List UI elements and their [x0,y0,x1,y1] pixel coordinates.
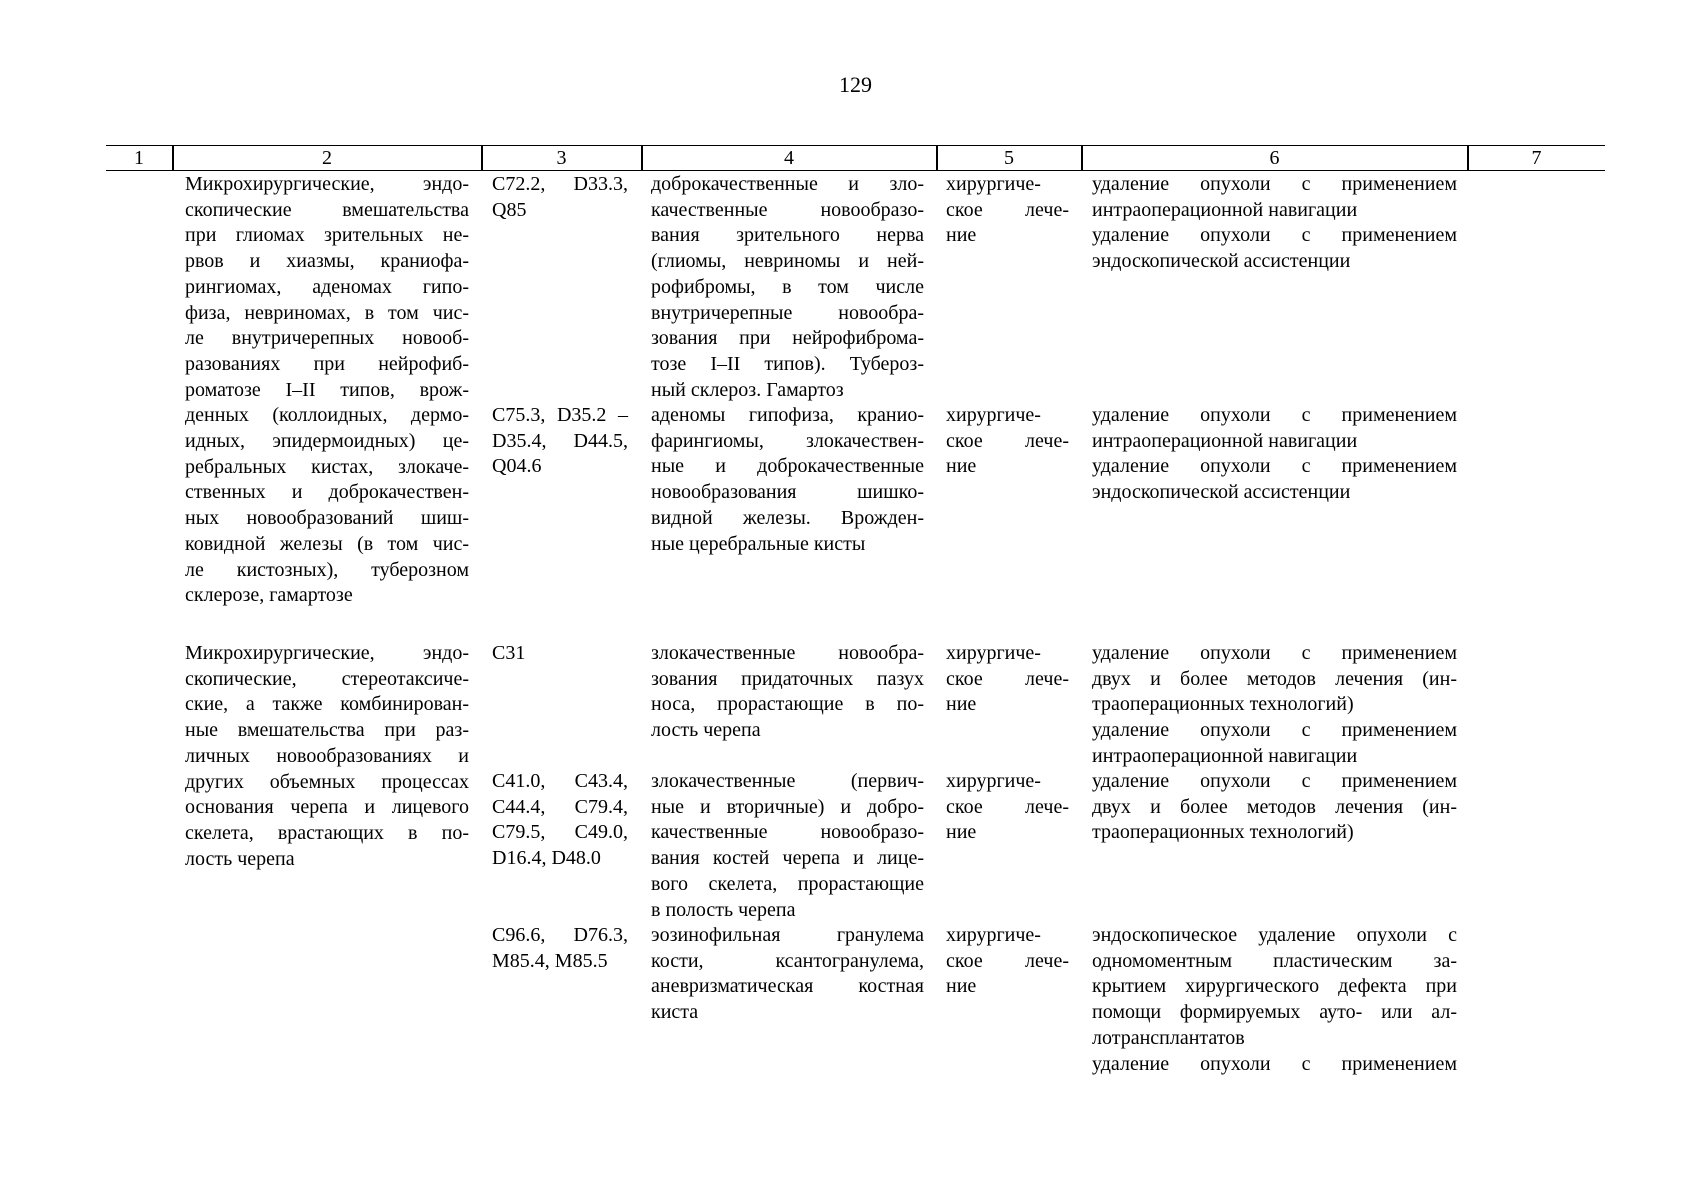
treatment-type [946,403,1069,480]
text-line: эозинофильная гранулема [651,924,924,946]
text-line: ные и доброкачественные [651,455,924,478]
text-line: Q85 [492,198,527,221]
text-line: зования придаточных пазух [651,667,924,690]
icd-codes [492,641,628,667]
text-line: лотрансплантатов [1092,1026,1245,1049]
text-line: хирургиче- [946,642,1041,664]
text-line: ный склероз. Гамартоз [651,378,844,401]
text-line: ле внутричерепных новооб- [185,327,469,350]
text-line: физа, невриномах, в том чис- [185,301,469,324]
text-line: крытием хирургического дефекта при [1092,975,1457,998]
text-line: разованиях при нейрофиб- [185,352,469,375]
icd-codes [492,769,628,872]
text-line: основания черепа и лицевого [185,796,469,819]
text-line: одномоментным пластическим за- [1092,949,1457,972]
patient-model [651,403,924,557]
text-line: ных новообразований шиш- [185,507,469,530]
icd-codes [492,403,628,480]
text-line: ние [946,975,977,998]
text-line: вания костей черепа и лице- [651,847,924,870]
text-line: интраоперационной навигации [1092,198,1358,221]
text-line: злокачественные новообра- [651,642,924,664]
text-line: ские, а также комбинирован- [185,693,469,716]
text-line: C79.5, C49.0, [492,821,628,844]
text-line: ные вмешательства при раз- [185,719,469,742]
text-line: ребральных кистах, злокаче- [185,455,469,478]
text-line: внутричерепные новообра- [651,301,924,324]
text-line: C31 [492,642,526,664]
text-line: кости, ксантогранулема, [651,949,924,972]
text-line: лость черепа [185,847,295,870]
text-line: ское лече- [946,795,1069,818]
text-line: фарингиомы, злокачествен- [651,429,924,452]
header-col-7: 7 [1531,147,1542,169]
text-line: двух и более методов лечения (ин- [1092,667,1457,690]
text-line: личных новообразованиях и [185,744,469,767]
text-line: эндоскопической ассистенции [1092,481,1351,504]
text-line: ственных и доброкачествен- [185,481,469,504]
treatment-method [1092,641,1457,770]
text-line: ные и вторичные) и добро- [651,795,924,818]
text-line: ние [946,693,977,716]
treatment-type [946,172,1069,249]
text-line: рингиомах, аденомах гипо- [185,275,469,298]
text-line: C96.6, D76.3, [492,924,628,946]
text-line: удаление опухоли с применением [1092,1052,1457,1075]
header-col-4: 4 [784,147,794,169]
patient-model [651,641,924,744]
text-line: других объемных процессах [185,770,469,793]
treatment-method [1092,172,1457,275]
text-line: удаление опухоли с применением [1092,404,1457,426]
text-line: ние [946,455,977,478]
patient-model [651,172,924,403]
text-line: видной железы. Врожден- [651,506,924,529]
text-line: денных (коллоидных, дермо- [185,404,469,427]
text-line: новообразования шишко- [651,481,924,504]
text-line: удаление опухоли с применением [1092,642,1457,664]
text-line: ское лече- [946,949,1069,972]
text-line: интраоперационной навигации [1092,429,1358,452]
header-col-5: 5 [1004,147,1014,169]
text-line: траоперационных технологий) [1092,821,1354,844]
text-line: злокачественные (первич- [651,770,924,792]
text-line: качественные новообразо- [651,198,924,221]
text-line: C41.0, C43.4, [492,770,628,792]
text-line: удаление опухоли с применением [1092,173,1457,195]
intervention-name-1 [185,172,469,609]
text-line: интраоперационной навигации [1092,744,1358,767]
text-line: M85.4, M85.5 [492,949,608,972]
treatment-method [1092,923,1457,1077]
text-line: хирургиче- [946,924,1041,946]
patient-model [651,923,924,1026]
text-line: в полость черепа [651,898,796,921]
text-line: ные церебральные кисты [651,532,866,555]
text-line: качественные новообразо- [651,821,924,844]
text-line: хирургиче- [946,173,1041,195]
text-line: удаление опухоли с применением [1092,224,1457,247]
text-line: Микрохирургические, эндо- [185,642,469,664]
text-line: Микрохирургические, эндо- [185,173,469,195]
text-line: ское лече- [946,429,1069,452]
table-header [106,145,1605,171]
header-col-6: 6 [1269,147,1280,169]
text-line: ние [946,821,977,844]
text-line: хирургиче- [946,404,1041,426]
treatment-type [946,769,1069,846]
text-line: киста [651,1001,699,1024]
text-line: идных, эпидермоидных) це- [185,430,469,453]
text-line: вого скелета, прорастающие [651,872,924,895]
text-line: скелета, врастающих в по- [185,821,469,844]
header-col-2: 2 [322,147,332,169]
text-line: D16.4, D48.0 [492,847,601,870]
text-line: удаление опухоли с применением [1092,770,1457,792]
patient-model [651,769,924,923]
intervention-name-2 [185,641,469,872]
text-line: помощи формируемых ауто- или ал- [1092,1001,1457,1024]
header-col-1: 1 [134,147,144,169]
text-line: рвов и хиазмы, краниофа- [185,250,469,273]
text-line: (глиомы, невриномы и ней- [651,250,924,273]
text-line: C44.4, C79.4, [492,795,628,818]
text-line: ковидной железы (в том чис- [185,532,469,555]
text-line: эндоскопическое удаление опухоли с [1092,924,1457,946]
text-line: зования при нейрофиброма- [651,327,924,350]
text-line: рофибромы, в том числе [651,275,924,298]
header-col-3: 3 [556,147,567,169]
treatment-type [946,641,1069,718]
text-line: при глиомах зрительных не- [185,224,469,247]
icd-codes [492,923,628,974]
treatment-method [1092,403,1457,506]
treatment-type [946,923,1069,1000]
page-number: 129 [839,72,872,97]
text-line: лость черепа [651,719,761,742]
text-line: аневризматическая костная [651,975,924,998]
text-line: тозе I–II типов). Тубероз- [651,352,924,375]
text-line: скопические, стереотаксиче- [185,667,469,690]
text-line: D35.4, D44.5, [492,429,628,452]
text-line: ское лече- [946,667,1069,690]
treatment-method [1092,769,1457,846]
text-line: ское лече- [946,198,1069,221]
text-line: ле кистозных), туберозном [185,558,469,581]
text-line: двух и более методов лечения (ин- [1092,795,1457,818]
text-line: вания зрительного нерва [651,224,924,247]
text-line: удаление опухоли с применением [1092,719,1457,742]
text-line: удаление опухоли с применением [1092,455,1457,478]
text-line: C72.2, D33.3, [492,173,628,195]
text-line: роматозе I–II типов, врож- [185,378,469,401]
text-line: траоперационных технологий) [1092,693,1354,716]
text-line: аденомы гипофиза, кранио- [651,404,924,426]
icd-codes [492,172,628,223]
text-line: доброкачественные и зло- [651,173,924,195]
text-line: эндоскопической ассистенции [1092,250,1351,273]
text-line: носа, прорастающие в по- [651,693,924,716]
text-line: скопические вмешательства [185,198,469,221]
text-line: хирургиче- [946,770,1041,792]
text-line: ние [946,224,977,247]
text-line: склерозе, гамартозе [185,584,353,607]
text-line: C75.3, D35.2 – [492,404,628,426]
text-line: Q04.6 [492,455,542,478]
